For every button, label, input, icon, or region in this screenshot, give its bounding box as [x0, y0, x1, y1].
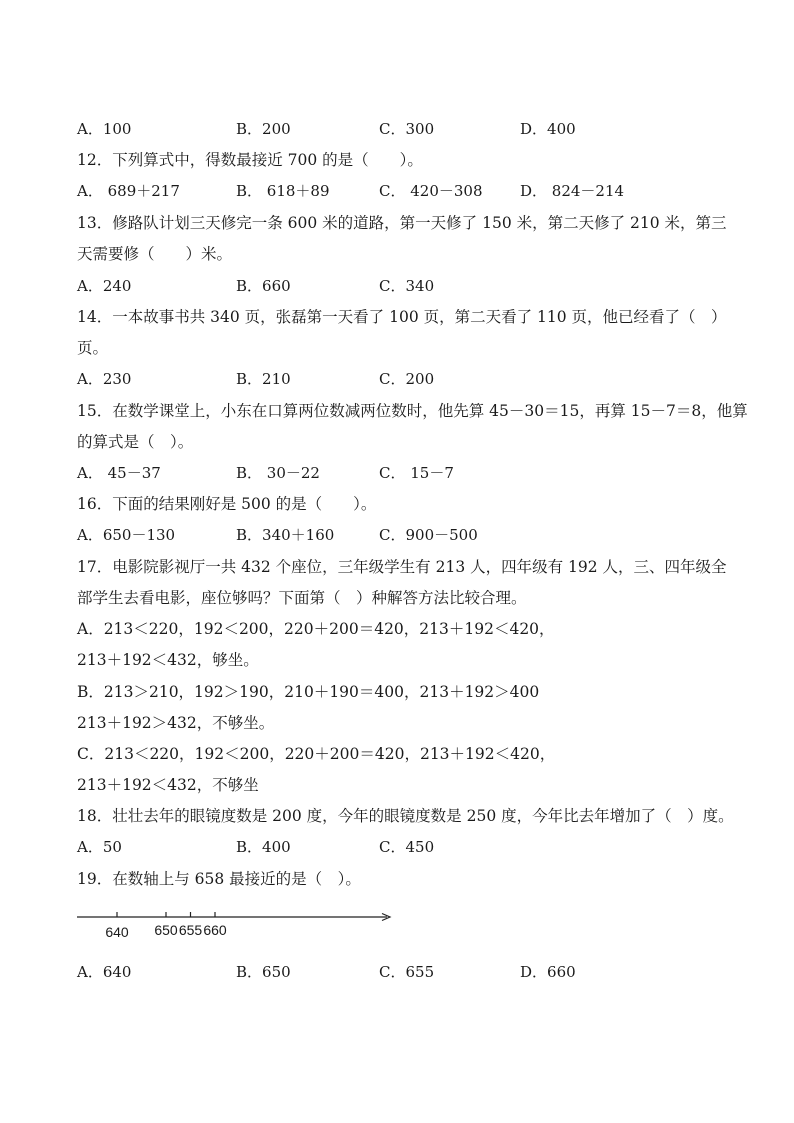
q13-stem-line2: 天需要修（ ）米。 [77, 245, 233, 263]
q13-options [77, 276, 734, 296]
q16-option-a[interactable]: A．650－130 [77, 526, 176, 544]
q11-option-b[interactable]: B．200 [236, 120, 291, 138]
q17-option-b-line1[interactable]: B．213＞210，192＞190，210＋190＝400，213＋192＞400 [77, 683, 540, 701]
q18-stem: 18．壮壮去年的眼镜度数是 200 度，今年的眼镜度数是 250 度，今年比去年增加了（ ）度。 [77, 807, 734, 825]
q12-option-c[interactable]: C． 420－308 [379, 182, 483, 200]
q11-option-d[interactable]: D．400 [520, 120, 576, 138]
q19-option-a[interactable]: A．640 [77, 963, 132, 981]
q17-option-b-line2[interactable]: 213＋192＞432，不够坐。 [77, 714, 275, 732]
q16-options [77, 525, 734, 545]
q19-option-d[interactable]: D．660 [520, 963, 576, 981]
q18-option-b[interactable]: B．400 [236, 838, 291, 856]
q17-stem-line1: 17．电影院影视厅一共 432 个座位，三年级学生有 213 人，四年级有 192 人，三、四年级全 [77, 558, 727, 576]
q12-options [77, 181, 734, 201]
q11-option-c[interactable]: C．300 [379, 120, 435, 138]
number-line-tick-label: 655 [178, 922, 203, 938]
q11-options [77, 119, 734, 139]
q18-option-c[interactable]: C．450 [379, 838, 435, 856]
q12-option-b[interactable]: B． 618＋89 [236, 182, 330, 200]
q11-option-a[interactable]: A．100 [77, 120, 132, 138]
q13-option-a[interactable]: A．240 [77, 277, 132, 295]
number-line-tick-label: 650 [154, 922, 178, 938]
q14-stem-line2: 页。 [77, 339, 109, 357]
q17-option-c-line2[interactable]: 213＋192＜432，不够坐 [77, 776, 259, 794]
q17-option-c-line1[interactable]: C．213＜220，192＜200，220＋200＝420，213＋192＜420， [77, 745, 556, 763]
q18-option-a[interactable]: A．50 [77, 838, 122, 856]
q17-option-a-line1[interactable]: A．213＜220，192＜200，220＋200＝420，213＋192＜420， [77, 620, 555, 638]
q14-stem-line1: 14．一本故事书共 340 页，张磊第一天看了 100 页，第二天看了 110 页，他已经看了（ ） [77, 308, 727, 326]
q16-option-b[interactable]: B．340＋160 [236, 526, 335, 544]
q13-option-c[interactable]: C．340 [379, 277, 435, 295]
q19-options [77, 962, 734, 982]
q12-option-a[interactable]: A． 689＋217 [77, 182, 180, 200]
q12-option-d[interactable]: D． 824－214 [520, 182, 625, 200]
q13-stem-line1: 13．修路队计划三天修完一条 600 米的道路，第一天修了 150 米，第二天修了 210 米，第三 [77, 214, 727, 232]
q17-option-a-line2[interactable]: 213＋192＜432，够坐。 [77, 651, 259, 669]
number-line-tick-label: 660 [203, 922, 227, 938]
q13-option-b[interactable]: B．660 [236, 277, 291, 295]
number-line-tick-label: 640 [105, 924, 129, 940]
q19-option-c[interactable]: C．655 [379, 963, 435, 981]
q15-options [77, 463, 734, 483]
q16-stem: 16．下面的结果刚好是 500 的是（ ）。 [77, 495, 377, 513]
q19-option-b[interactable]: B．650 [236, 963, 291, 981]
q17-stem-line2: 部学生去看电影，座位够吗？下面第（ ）种解答方法比较合理。 [77, 589, 527, 607]
q19-stem: 19．在数轴上与 658 最接近的是（ ）。 [77, 870, 361, 888]
q15-option-c[interactable]: C． 15－7 [379, 464, 454, 482]
q14-option-c[interactable]: C．200 [379, 370, 435, 388]
q15-option-a[interactable]: A． 45－37 [77, 464, 161, 482]
number-line [77, 902, 397, 948]
q14-option-a[interactable]: A．230 [77, 370, 132, 388]
q15-stem-line2: 的算式是（ ）。 [77, 433, 194, 451]
q15-stem-line1: 15．在数学课堂上，小东在口算两位数减两位数时，他先算 45－30＝15，再算 15－7＝8，他算 [77, 402, 748, 420]
q15-option-b[interactable]: B． 30－22 [236, 464, 320, 482]
q12-stem: 12．下列算式中，得数最接近 700 的是（ ）。 [77, 151, 423, 169]
q18-options [77, 837, 734, 857]
number-line-svg [77, 902, 397, 948]
q14-options [77, 369, 734, 389]
q14-option-b[interactable]: B．210 [236, 370, 291, 388]
q16-option-c[interactable]: C．900－500 [379, 526, 478, 544]
